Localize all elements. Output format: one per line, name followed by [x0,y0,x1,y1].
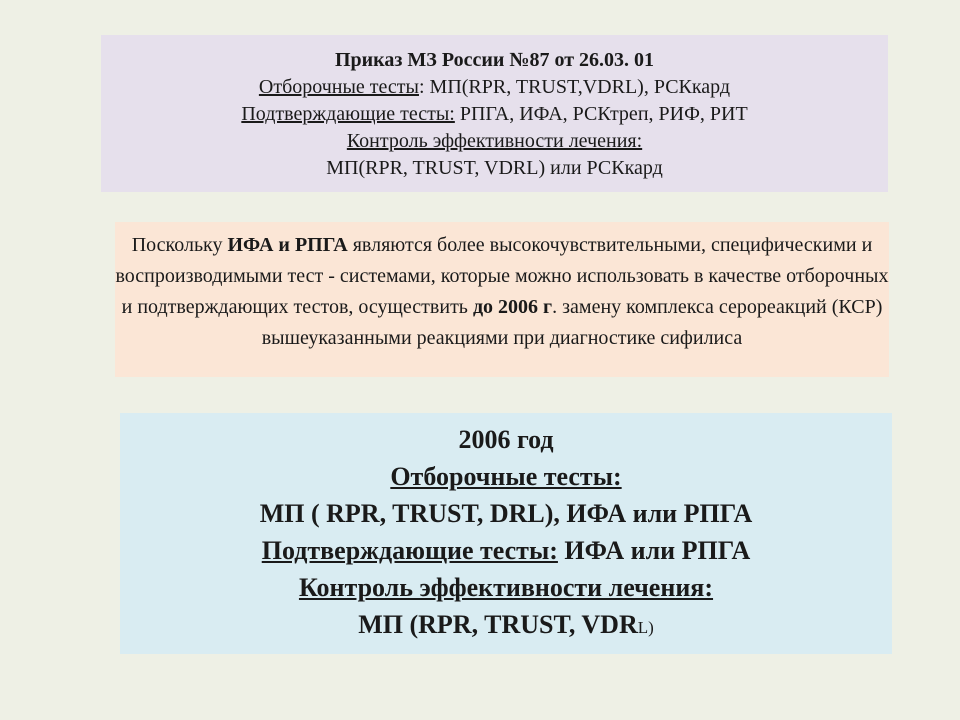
order-87-box [101,35,888,192]
year-2006-box [120,413,892,654]
screening-tests-line [101,74,888,101]
confirmatory-tests-2006-line [120,532,892,569]
screening-tests-separator: : [418,76,425,98]
treatment-control-2006-label: Контроль эффективности лечения: [298,573,714,602]
explanation-text-3: . замену комплекса серореакций (КСР) вышеуказанными реакциями при диагностике сифилиса [261,296,883,349]
explanation-text-1: Поскольку [131,234,228,256]
explanation-bold-1: ИФА и РПГА [227,234,348,256]
screening-tests-2006-value: МП ( RPR, TRUST, DRL), ИФА или РПГА [259,499,753,528]
explanation-text-2: являются более высокочувствительными, специфическими и воспроизводимыми тест - системами, которые можно использовать в качестве отборочных и подтверждающих тестов, осуществить [115,234,889,318]
order-title: Приказ МЗ России №87 от 26.03. 01 [334,49,655,71]
screening-tests-2006-label: Отборочные тесты: [390,462,622,491]
screening-tests-value: МП(RPR, TRUST,VDRL), РСКкард [424,76,731,98]
treatment-control-2006-value [120,606,892,646]
treatment-control-2006-main: МП (RPR, TRUST, VDR [358,610,638,639]
treatment-control-2006-small: L) [637,618,654,637]
confirmatory-tests-label: Подтверждающие тесты: [241,103,455,125]
screening-tests-label: Отборочные тесты [258,76,419,98]
explanation-bold-2: до 2006 г [472,296,553,318]
treatment-control-value: МП(RPR, TRUST, VDRL) или РСКкард [326,157,663,179]
confirmatory-tests-2006-value: ИФА или РПГА [557,536,751,565]
explanation-box [115,222,889,377]
confirmatory-tests-2006-label: Подтверждающие тесты: [261,536,558,565]
confirmatory-tests-line [101,101,888,128]
year-heading: 2006 год [458,425,554,454]
treatment-control-label: Контроль эффективности лечения: [346,130,643,152]
confirmatory-tests-value: РПГА, ИФА, РСКтреп, РИФ, РИТ [454,103,748,125]
